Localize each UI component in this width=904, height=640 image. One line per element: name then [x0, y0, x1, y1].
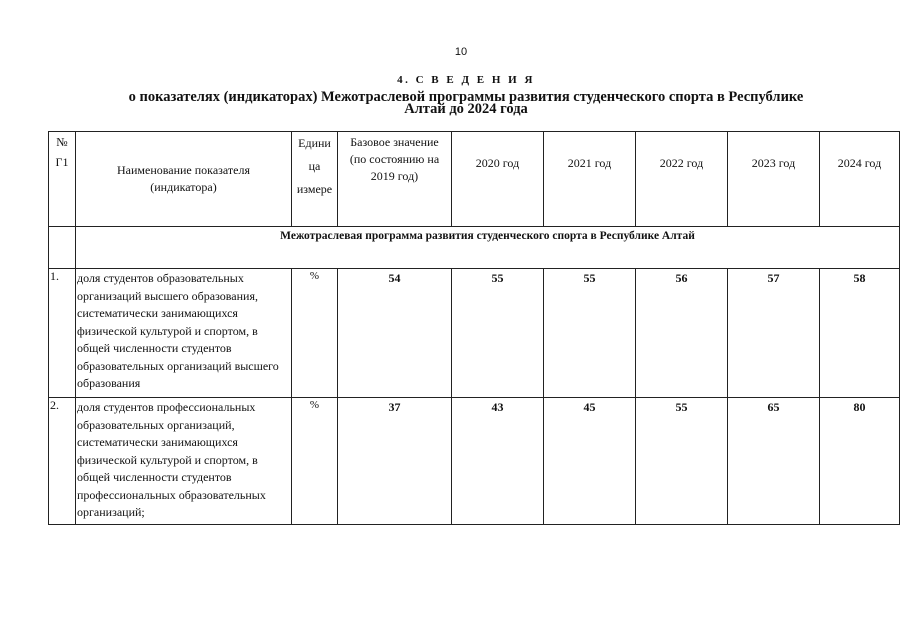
row-base-value: 54 — [338, 269, 452, 398]
section-number-cell — [49, 227, 76, 269]
row-unit: % — [292, 269, 338, 398]
section-title: Межотраслевая программа развития студенческого спорта в Республике Алтай — [76, 227, 900, 269]
header-year-2021: 2021 год — [544, 132, 636, 227]
header-number-line1: № — [56, 135, 68, 149]
header-indicator-name-cell — [76, 132, 292, 227]
row-value-2020: 55 — [452, 269, 544, 398]
page-number: 10 — [454, 46, 468, 58]
row-indicator-name: доля студентов образовательных организаций высшего образования, систематически занимающихся физической культурой и спортом, в общей численности студентов образовательных организаций высшего образования — [76, 269, 292, 398]
row-number: 2. — [49, 398, 76, 525]
header-unit-line2: ца — [308, 159, 321, 173]
row-value-2020: 43 — [452, 398, 544, 525]
indicators-table — [48, 131, 900, 525]
row-value-2023: 57 — [728, 269, 820, 398]
table-row — [49, 269, 900, 398]
section-row — [49, 227, 900, 269]
row-unit: % — [292, 398, 338, 525]
row-number: 1. — [49, 269, 76, 398]
header-year-2024: 2024 год — [820, 132, 900, 227]
document-heading-title: 4. С В Е Д Е Н И Я — [397, 74, 535, 86]
header-base-line3: 2019 год) — [370, 169, 419, 183]
table-row — [49, 398, 900, 525]
header-year-2023: 2023 год — [728, 132, 820, 227]
row-value-2022: 56 — [636, 269, 728, 398]
row-indicator-name: доля студентов профессиональных образовательных организаций, систематически занимающихся физической культурой и спортом, в общей численности студентов профессиональных образовательных организаций; — [76, 398, 292, 525]
header-indicator-name-line2: (индикатора) — [150, 180, 217, 194]
row-value-2023: 65 — [728, 398, 820, 525]
header-unit-line1: Едини — [298, 136, 331, 150]
header-base-line2: (по состоянию на — [349, 152, 440, 166]
header-unit-line3: измере — [296, 182, 333, 196]
header-year-2022: 2022 год — [636, 132, 728, 227]
row-value-2021: 45 — [544, 398, 636, 525]
row-value-2021: 55 — [544, 269, 636, 398]
header-number-cell — [49, 132, 76, 227]
header-base-value-cell — [338, 132, 452, 227]
row-value-2024: 80 — [820, 398, 900, 525]
header-indicator-name-line1: Наименование показателя — [117, 163, 250, 177]
table-header-row — [49, 132, 900, 227]
header-base-line1: Базовое значение — [350, 135, 439, 149]
header-unit-cell — [292, 132, 338, 227]
row-base-value: 37 — [338, 398, 452, 525]
document-heading-subtitle-line1: о показателях (индикаторах) Межотраслевой программы развития студенческого спорта в Республике — [128, 89, 804, 105]
header-year-2020: 2020 год — [452, 132, 544, 227]
row-value-2022: 55 — [636, 398, 728, 525]
row-value-2024: 58 — [820, 269, 900, 398]
document-heading-subtitle-line2: Алтай до 2024 года — [404, 101, 528, 117]
header-number-line2: Г1 — [55, 155, 69, 169]
